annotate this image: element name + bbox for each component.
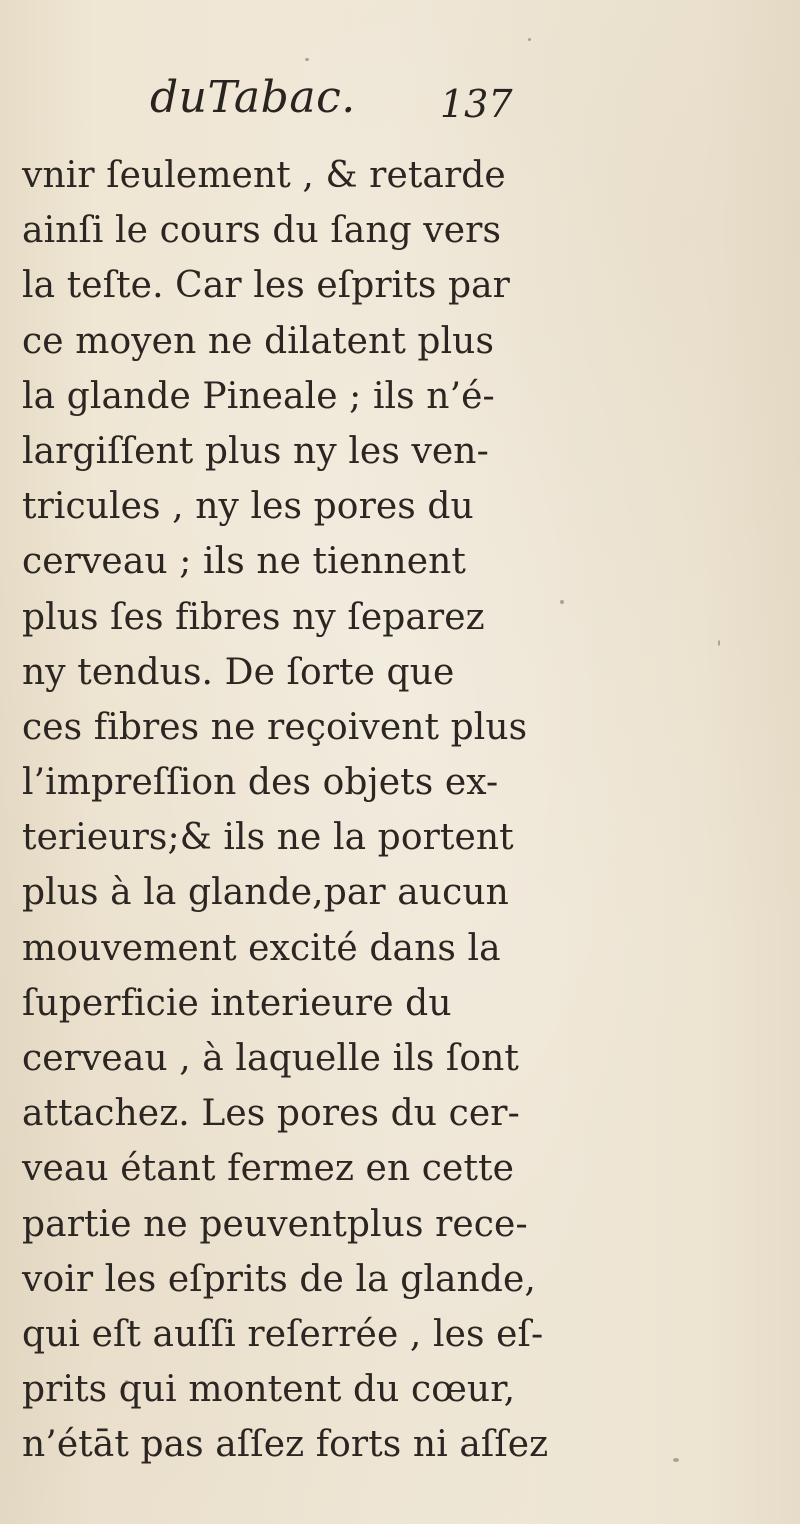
text-line: veau étant fermez en cette xyxy=(22,1148,514,1190)
text-line: ſuperficie interieure du xyxy=(22,982,452,1024)
text-line: terieurs;& ils ne la portent xyxy=(22,817,514,859)
text-line: attachez. Les pores du cer- xyxy=(22,1093,520,1135)
text-line: plus à la glande,par aucun xyxy=(22,872,509,914)
text-line: partie ne peuventplus rece- xyxy=(22,1203,528,1245)
text-line: qui eſt auſſi reſerrée , les eſ- xyxy=(22,1313,544,1355)
text-line: vnir ſeulement , & retarde xyxy=(22,155,506,196)
paper-speck xyxy=(673,1458,679,1462)
text-line: l’impreſſion des objets ex- xyxy=(22,762,499,804)
paper-speck xyxy=(125,1380,128,1383)
text-line: n’étāt pas aſſez forts ni aſſez xyxy=(22,1424,549,1466)
paper-speck xyxy=(305,58,309,61)
text-line: ny tendus. De ſorte que xyxy=(22,651,455,693)
page-header xyxy=(0,62,800,142)
paper-speck xyxy=(718,640,720,646)
text-line: la teſte. Car les eſprits par xyxy=(22,265,510,307)
text-line: ce moyen ne dilatent plus xyxy=(22,320,495,362)
running-head: duTabac. xyxy=(150,72,356,123)
text-line: cerveau , à laquelle ils ſont xyxy=(22,1038,519,1079)
text-line: ces fibres ne reçoivent plus xyxy=(22,706,528,748)
text-line: tricules , ny les pores du xyxy=(22,486,474,528)
body-text xyxy=(22,148,549,1473)
text-line: cerveau ; ils ne tiennent xyxy=(22,541,466,583)
text-line: mouvement excité dans la xyxy=(22,927,501,969)
page-number: 137 xyxy=(440,82,513,126)
text-line: la glande Pineale ; ils n’é- xyxy=(22,375,495,417)
text-line: voir les eſprits de la glande, xyxy=(22,1258,536,1300)
paper-speck xyxy=(528,38,531,41)
text-line: largiſſent plus ny les ven- xyxy=(22,430,489,472)
text-line: plus ſes fibres ny ſeparez xyxy=(22,596,485,638)
paper-speck xyxy=(560,600,564,604)
text-line: ainſi le cours du ſang vers xyxy=(22,210,502,252)
text-line: prits qui montent du cœur, xyxy=(22,1369,516,1411)
